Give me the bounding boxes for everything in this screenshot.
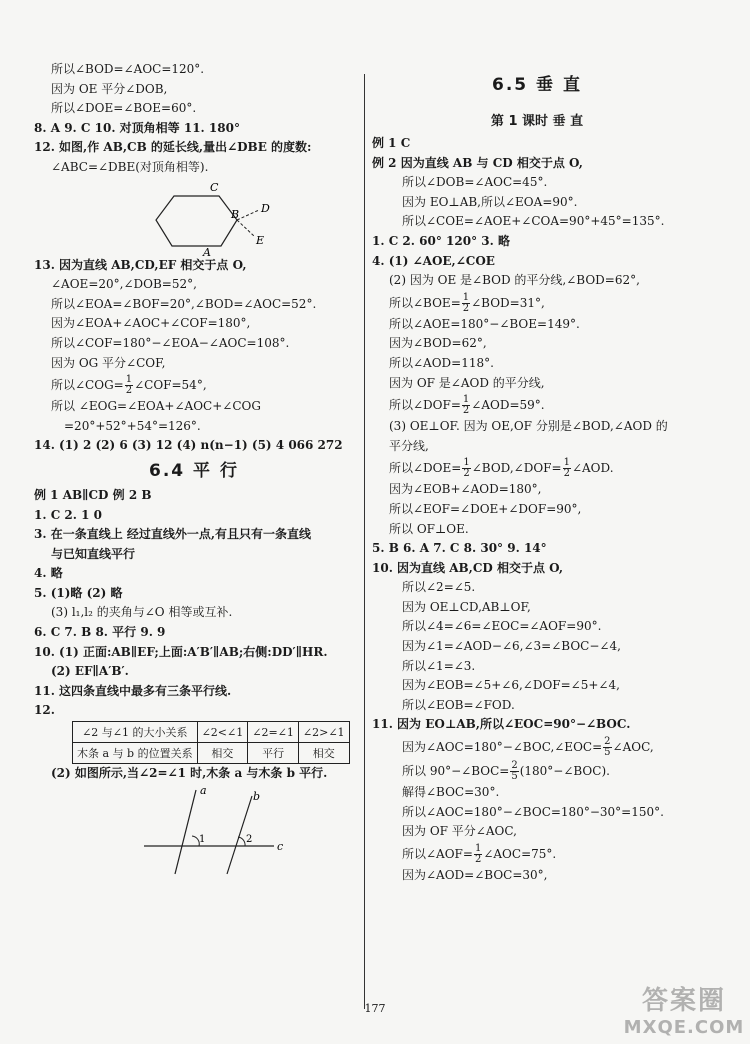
fraction bbox=[563, 458, 571, 479]
text-fragment: ∠AOC, bbox=[612, 740, 654, 755]
answer-line: 1. C 2. 60° 120° 3. 略 bbox=[372, 233, 510, 248]
page-number: 177 bbox=[364, 1002, 386, 1015]
left-column bbox=[34, 60, 354, 880]
fraction-numerator: 1 bbox=[462, 291, 470, 303]
text-line: 因为 EO⊥AB,所以∠EOA=90°. bbox=[402, 194, 578, 209]
text-line: 所以∠COF=180°−∠EOA−∠AOC=108°. bbox=[51, 335, 290, 350]
fraction bbox=[510, 761, 518, 782]
example-line: 例 1 C bbox=[372, 136, 411, 150]
table-cell: ∠2 与∠1 的大小关系 bbox=[73, 722, 198, 743]
fraction-denominator: 5 bbox=[604, 747, 611, 759]
text-line: 所以∠EOF=∠DOE+∠DOF=90°, bbox=[389, 501, 582, 516]
fraction-denominator: 2 bbox=[462, 405, 470, 417]
text-line: 所以∠EOB=∠FOD. bbox=[402, 697, 515, 712]
table-cell: 木条 a 与 b 的位置关系 bbox=[73, 743, 198, 764]
watermark-logo bbox=[622, 980, 746, 1038]
answer-line: 4. 略 bbox=[34, 566, 63, 581]
answer-line: (2) EF∥A′B′. bbox=[51, 664, 129, 679]
figure-label: A bbox=[203, 245, 211, 256]
text-line: =20°+52°+54°=126°. bbox=[64, 418, 201, 433]
fraction-denominator: 2 bbox=[474, 853, 482, 865]
text-fragment: ∠AOD=59°. bbox=[471, 398, 545, 413]
text-fragment: 因为∠AOC=180°−∠BOC,∠EOC= bbox=[402, 740, 603, 755]
watermark-text: 答案圈 bbox=[641, 986, 726, 1016]
fraction-denominator: 2 bbox=[463, 468, 470, 480]
text-line: 所以∠DOE=∠BOE=60°. bbox=[51, 101, 197, 116]
answer-line: 10. (1) 正面:AB∥EF;上面:A′B′∥AB;右侧:DD′∥HR. bbox=[34, 644, 328, 659]
table-cell: 相交 bbox=[197, 743, 248, 764]
text-line: (2) 因为 OE 是∠BOD 的平分线,∠BOD=62°, bbox=[389, 273, 640, 288]
table-cell: 相交 bbox=[298, 743, 349, 764]
text-line bbox=[372, 393, 702, 417]
figure-label: B bbox=[231, 207, 240, 221]
figure-label: D bbox=[261, 201, 270, 215]
fraction-numerator: 1 bbox=[125, 374, 133, 386]
text-line: 平分线, bbox=[389, 438, 429, 453]
fraction-numerator: 2 bbox=[604, 736, 611, 748]
text-line: 所以∠AOC=180°−∠BOC=180°−30°=150°. bbox=[402, 804, 664, 819]
text-line: 解得∠BOC=30°. bbox=[402, 785, 500, 800]
text-fragment: ∠BOD=31°, bbox=[471, 295, 545, 310]
table-cell: ∠2>∠1 bbox=[298, 722, 349, 743]
fraction-denominator: 2 bbox=[125, 385, 133, 397]
text-line bbox=[372, 735, 702, 759]
fraction-numerator: 1 bbox=[563, 457, 570, 469]
text-line: 因为∠1=∠AOD−∠6,∠3=∠BOC−∠4, bbox=[402, 639, 621, 654]
text-line: 因为 OF 是∠AOD 的平分线, bbox=[389, 375, 545, 390]
example-line: 例 1 AB∥CD 例 2 B bbox=[34, 487, 152, 502]
answer-line: 14. (1) 2 (2) 6 (3) 12 (4) n(n−1) (5) 4 066 272 bbox=[34, 438, 343, 453]
answer-line: 与已知直线平行 bbox=[51, 546, 136, 561]
text-fragment: 所以∠BOE= bbox=[389, 295, 461, 310]
text-line bbox=[372, 759, 702, 783]
figure-label: E bbox=[256, 233, 265, 247]
fraction-denominator: 2 bbox=[563, 468, 570, 480]
text-fragment: 所以∠AOF= bbox=[402, 846, 473, 861]
section-title-perpendicular: 6.5 垂 直 bbox=[492, 75, 582, 95]
answer-line: 6. C 7. B 8. 平行 9. 9 bbox=[34, 625, 166, 640]
fraction bbox=[125, 375, 133, 396]
fraction-numerator: 1 bbox=[474, 842, 482, 854]
fraction-numerator: 1 bbox=[463, 457, 470, 469]
text-line: 因为 OE 平分∠DOB, bbox=[51, 81, 168, 96]
lesson-title: 第 1 课时 垂 直 bbox=[490, 114, 584, 129]
figure-label: b bbox=[253, 789, 261, 803]
column-divider bbox=[364, 74, 365, 1009]
answer-line: 11. 这四条直线中最多有三条平行线. bbox=[34, 683, 232, 698]
section-title-parallel: 6.4 平 行 bbox=[149, 460, 239, 481]
text-fragment: ∠BOD,∠DOF= bbox=[471, 461, 562, 476]
fraction bbox=[462, 458, 470, 479]
answer-line: 12. 如图,作 AB,CB 的延长线,量出∠DBE 的度数: bbox=[34, 140, 312, 155]
text-line: ∠ABC=∠DBE(对顶角相等). bbox=[51, 159, 209, 174]
hexagon-figure bbox=[34, 178, 354, 256]
text-line: (3) l₁,l₂ 的夹角与∠O 相等或互补. bbox=[51, 605, 233, 620]
text-fragment: 所以∠DOF= bbox=[389, 398, 461, 413]
table-row bbox=[73, 743, 350, 764]
text-fragment: ∠COF=54°, bbox=[134, 378, 207, 393]
text-line: 因为 OE⊥CD,AB⊥OF, bbox=[402, 599, 531, 614]
text-line: 所以 OF⊥OE. bbox=[389, 521, 469, 536]
text-line: 所以∠COE=∠AOE+∠COA=90°+45°=135°. bbox=[402, 214, 665, 229]
text-fragment: (180°−∠BOC). bbox=[519, 764, 610, 779]
text-fragment: ∠AOC=75°. bbox=[483, 846, 557, 861]
fraction bbox=[462, 293, 470, 314]
figure-label: c bbox=[277, 839, 284, 853]
text-line: 所以∠EOA=∠BOF=20°,∠BOD=∠AOC=52°. bbox=[51, 296, 317, 311]
text-line: ∠AOE=20°,∠DOB=52°, bbox=[51, 277, 197, 292]
text-line: 因为 OG 平分∠COF, bbox=[51, 355, 166, 370]
table-cell: ∠2=∠1 bbox=[248, 722, 299, 743]
relation-table bbox=[72, 721, 350, 764]
text-line: 因为 OF 平分∠AOC, bbox=[402, 824, 517, 839]
text-line: (3) OE⊥OF. 因为 OE,OF 分别是∠BOD,∠AOD 的 bbox=[389, 419, 668, 434]
answer-line: 11. 因为 EO⊥AB,所以∠EOC=90°−∠BOC. bbox=[372, 717, 631, 732]
answer-line: 5. (1)略 (2) 略 bbox=[34, 585, 123, 600]
answer-line: 3. 在一条直线上 经过直线外一点,有且只有一条直线 bbox=[34, 527, 312, 542]
text-line: 所以∠DOB=∠AOC=45°. bbox=[402, 175, 548, 190]
fraction bbox=[474, 844, 482, 865]
answer-line: 1. C 2. 1 0 bbox=[34, 507, 103, 522]
text-line: 所以∠2=∠5. bbox=[402, 580, 476, 595]
figure-label: a bbox=[200, 783, 207, 797]
text-line bbox=[372, 842, 702, 866]
example-line: 例 2 因为直线 AB 与 CD 相交于点 O, bbox=[372, 155, 583, 170]
fraction-denominator: 2 bbox=[462, 302, 470, 314]
fraction-numerator: 1 bbox=[462, 394, 470, 406]
text-line: 所以∠1=∠3. bbox=[402, 658, 476, 673]
text-line: 所以 ∠EOG=∠EOA+∠AOC+∠COG bbox=[51, 399, 261, 414]
text-line bbox=[372, 456, 702, 480]
text-line bbox=[34, 373, 354, 397]
text-line: 因为∠BOD=62°, bbox=[389, 336, 487, 351]
text-line: 因为∠EOA+∠AOC+∠COF=180°, bbox=[51, 316, 251, 331]
fraction-numerator: 2 bbox=[511, 760, 518, 772]
text-line: 所以∠AOE=180°−∠BOE=149°. bbox=[389, 316, 580, 331]
text-fragment: 所以∠COG= bbox=[51, 378, 124, 393]
figure-label: 1 bbox=[199, 833, 206, 845]
text-line: 因为∠EOB+∠AOD=180°, bbox=[389, 482, 542, 497]
answer-line: 10. 因为直线 AB,CD 相交于点 O, bbox=[372, 560, 564, 575]
figure-label: 2 bbox=[246, 833, 253, 845]
text-line: 因为∠EOB=∠5+∠6,∠DOF=∠5+∠4, bbox=[402, 678, 620, 693]
right-column bbox=[372, 60, 702, 885]
fraction-denominator: 5 bbox=[511, 771, 518, 783]
answer-line: (2) 如图所示,当∠2=∠1 时,木条 a 与木条 b 平行. bbox=[51, 766, 328, 781]
text-fragment: 所以 90°−∠BOC= bbox=[402, 764, 510, 779]
text-fragment: ∠AOD. bbox=[571, 461, 614, 476]
answer-line: 8. A 9. C 10. 对顶角相等 11. 180° bbox=[34, 120, 240, 135]
fraction bbox=[603, 737, 611, 758]
text-line: 因为∠AOD=∠BOC=30°, bbox=[402, 867, 548, 882]
table-cell: ∠2<∠1 bbox=[197, 722, 248, 743]
text-line: 所以∠BOD=∠AOC=120°. bbox=[51, 62, 205, 76]
figure-label: C bbox=[210, 180, 219, 194]
fraction bbox=[462, 395, 470, 416]
text-line: 所以∠AOD=118°. bbox=[389, 355, 494, 370]
answer-line: 12. bbox=[34, 703, 55, 718]
parallel-sticks-figure bbox=[34, 784, 354, 880]
text-line bbox=[372, 291, 702, 315]
watermark-url: MXQE.COM bbox=[623, 1017, 745, 1038]
table-row bbox=[73, 722, 350, 743]
text-line: 所以∠4=∠6=∠EOC=∠AOF=90°. bbox=[402, 619, 602, 634]
answer-line: 4. (1) ∠AOE,∠COE bbox=[372, 253, 495, 268]
table-cell: 平行 bbox=[248, 743, 299, 764]
text-fragment: 所以∠DOE= bbox=[389, 461, 462, 476]
answer-line: 5. B 6. A 7. C 8. 30° 9. 14° bbox=[372, 541, 547, 556]
answer-line: 13. 因为直线 AB,CD,EF 相交于点 O, bbox=[34, 257, 247, 272]
